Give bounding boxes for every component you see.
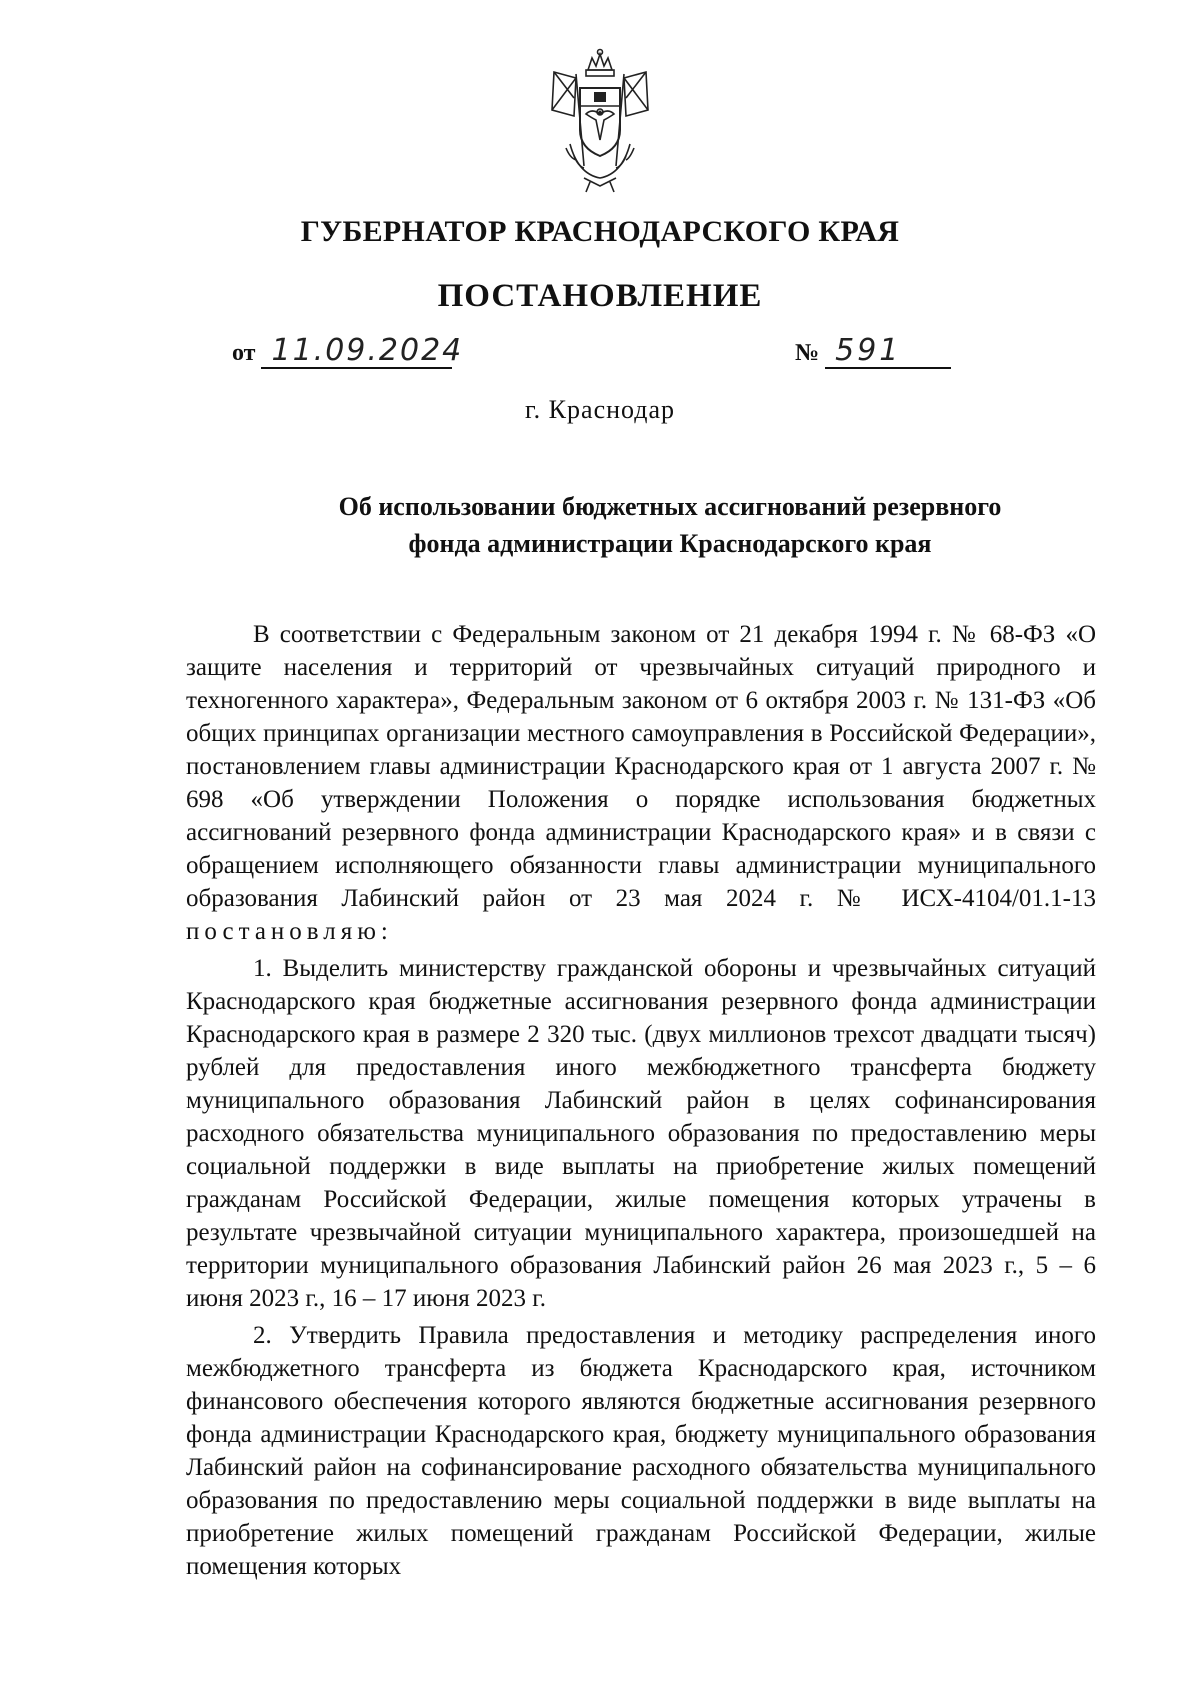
document-subject xyxy=(300,488,1040,562)
decree-word: постановляю: xyxy=(186,918,393,945)
number-row xyxy=(795,335,951,369)
handwritten-date: 11.09.2024 xyxy=(261,335,452,369)
item-2-paragraph: 2. Утвердить Правила предоставления и методику распределения иного межбюджетного трансферта из бюджета Краснодарского края, источником финансового обеспечения которого являются бюджетные ассигнования резервного фонда администрации Краснодарского края, бюджету муниципального образования Лабинский район на софинансирование расходного обязательства муниципального образования по предоставлению меры социальной поддержки в виде выплаты на приобретение жилых помещений гражданам Российской Федерации, жилые помещения которых xyxy=(186,1322,1096,1580)
subject-line-2: фонда администрации Краснодарского края xyxy=(408,529,932,558)
subject-line-1: Об использовании бюджетных ассигнований резервного xyxy=(338,492,1002,521)
issuing-authority: ГУБЕРНАТОР КРАСНОДАРСКОГО КРАЯ xyxy=(300,215,900,248)
document-body xyxy=(186,618,1096,1587)
date-prefix: от xyxy=(232,340,256,366)
number-prefix: № xyxy=(795,340,820,366)
date-row xyxy=(232,333,464,369)
item-1-paragraph: 1. Выделить министерству гражданской обороны и чрезвычайных ситуаций Краснодарского края бюджетные ассигнования резервного фонда администрации Краснодарского края в размере 2 320 тыс. (двух миллионов трехсот двадцати тысяч) рублей для предоставления иного межбюджетного трансферта бюджету муниципального образования Лабинский район в целях софинансирования расходного обязательства муниципального образования по предоставлению меры социальной поддержки в виде выплаты на приобретение жилых помещений гражданам Российской Федерации, жилые помещения которых утрачены в результате чрезвычайной ситуации муниципального характера, произошедшей на территории муниципального образования Лабинский район 26 мая 2023 г., 5 – 6 июня 2023 г., 16 – 17 июня 2023 г. xyxy=(186,955,1096,1312)
coat-of-arms-icon xyxy=(540,48,660,193)
preamble-paragraph xyxy=(186,618,1096,948)
city: г. Краснодар xyxy=(524,395,676,424)
document-type-title: ПОСТАНОВЛЕНИЕ xyxy=(437,278,763,314)
handwritten-number: 591 xyxy=(825,335,951,369)
preamble-text: В соответствии с Федеральным законом от 21 декабря 1994 г. № 68-ФЗ «О защите населения и территорий от чрезвычайных ситуаций природного и техногенного характера», Федеральным законом от 6 октября 2003 г. № 131-ФЗ «Об общих принципах организации местного самоуправления в Российской Федерации», постановлением главы администрации Краснодарского края от 1 августа 2007 г. № 698 «Об утверждении Положения о порядке использования бюджетных ассигнований резервного фонда администрации Краснодарского края» и в связи с обращением исполняющего обязанности главы администрации муниципального образования Лабинский район от 23 мая 2024 г. № ИСХ-4104/01.1-13 xyxy=(186,621,1096,912)
